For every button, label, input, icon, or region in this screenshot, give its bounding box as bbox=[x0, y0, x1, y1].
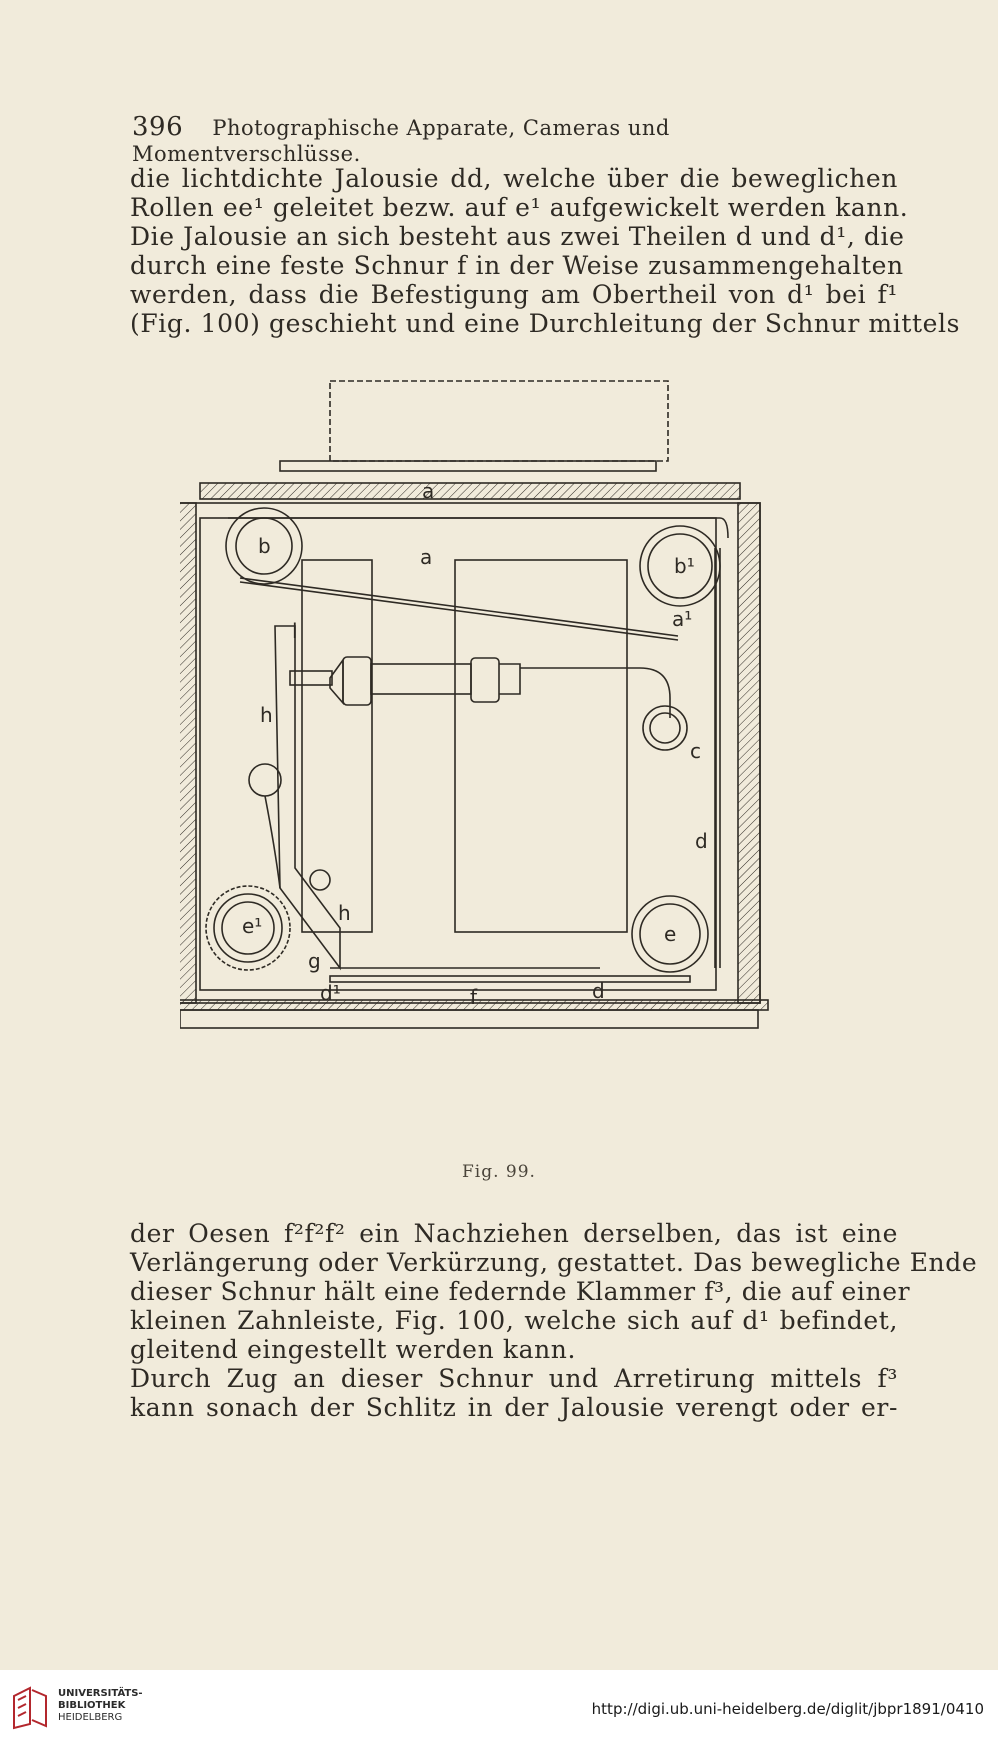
text-line: der Oesen f²f²f² ein Nachziehen derselben, das ist eine bbox=[130, 1219, 898, 1248]
footer-bar bbox=[0, 1670, 998, 1741]
lens-neck bbox=[499, 664, 520, 694]
label-d: d bbox=[695, 829, 708, 853]
label-a1: a¹ bbox=[672, 607, 693, 631]
paragraph-top bbox=[130, 164, 961, 338]
text-line: die lichtdichte Jalousie dd, welche über die beweglichen bbox=[130, 164, 898, 193]
label-a-top: a bbox=[422, 479, 435, 503]
label-l: l bbox=[292, 619, 298, 643]
label-b1: b¹ bbox=[674, 554, 695, 578]
cord-a bbox=[240, 578, 678, 636]
figure-caption: Fig. 99. bbox=[462, 1162, 536, 1182]
label-h: h bbox=[260, 703, 273, 727]
permalink-url[interactable]: http://digi.ub.uni-heidelberg.de/diglit/jbpr1891/0410 bbox=[591, 1700, 984, 1718]
screw bbox=[310, 870, 330, 890]
text-line: gleitend eingestellt werden kann. bbox=[130, 1335, 577, 1364]
label-d1-bottom: d¹ bbox=[320, 981, 341, 1005]
text-line: durch eine feste Schnur f in der Weise zusammengehalten bbox=[130, 251, 904, 280]
base-plate bbox=[180, 1010, 758, 1028]
label-h-lower: h bbox=[338, 901, 351, 925]
top-plate bbox=[280, 461, 656, 471]
institution-line: UNIVERSITÄTS- bbox=[58, 1688, 143, 1699]
page-header bbox=[132, 112, 862, 166]
label-c: c bbox=[690, 739, 701, 763]
text-line: dieser Schnur hält eine federnde Klammer f³, die auf einer bbox=[130, 1277, 911, 1306]
paragraph-bottom bbox=[130, 1219, 978, 1422]
label-e1: e¹ bbox=[242, 914, 263, 938]
shutter-slit bbox=[330, 976, 690, 982]
text-line: Die Jalousie an sich besteht aus zwei Theilen d und d¹, die bbox=[130, 222, 905, 251]
text-line: kann sonach der Schlitz in der Jalousie verengt oder er- bbox=[130, 1393, 898, 1422]
text-line: werden, dass die Befestigung am Obertheil von d¹ bei f¹ bbox=[130, 280, 898, 309]
left-plate bbox=[302, 560, 372, 932]
right-plate bbox=[455, 560, 627, 932]
text-line: kleinen Zahnleiste, Fig. 100, welche sich auf d¹ befindet, bbox=[130, 1306, 898, 1335]
cord-a-top bbox=[228, 518, 728, 538]
release-bulb-inner bbox=[650, 713, 680, 743]
label-f: f bbox=[470, 985, 478, 1009]
pneumatic-tube bbox=[520, 668, 670, 718]
figure-camera-shutter-diagram bbox=[180, 368, 860, 1148]
label-e: e bbox=[664, 922, 677, 946]
lens-board bbox=[330, 381, 668, 461]
text-line: Verlängerung oder Verkürzung, gestattet. Das bewegliche Ende bbox=[130, 1248, 978, 1277]
label-b: b bbox=[258, 534, 271, 558]
page-number: 396 bbox=[132, 112, 184, 142]
right-wall bbox=[738, 503, 760, 1003]
lever-joint bbox=[290, 671, 332, 685]
left-wall bbox=[180, 503, 196, 1003]
institution-line: HEIDELBERG bbox=[58, 1712, 123, 1723]
lens-ring bbox=[343, 657, 371, 705]
running-title: Photographische Apparate, Cameras und Momentverschlüsse. bbox=[132, 116, 670, 166]
lens-tube bbox=[371, 664, 471, 694]
cord-a-lower bbox=[240, 582, 678, 640]
text-line: Durch Zug an dieser Schnur und Arretirung mittels f³ bbox=[130, 1364, 898, 1393]
lever-knob bbox=[249, 764, 281, 796]
institution-name bbox=[58, 1688, 143, 1724]
text-line: (Fig. 100) geschieht und eine Durchleitung der Schnur mittels bbox=[130, 309, 961, 338]
label-a-mid: a bbox=[420, 545, 433, 569]
lens-collar bbox=[471, 658, 499, 702]
label-g: g bbox=[308, 949, 321, 973]
top-rail bbox=[200, 483, 740, 499]
text-line: Rollen ee¹ geleitet bezw. auf e¹ aufgewickelt werden kann. bbox=[130, 193, 909, 222]
library-logo-icon bbox=[10, 1684, 52, 1730]
institution-line: BIBLIOTHEK bbox=[58, 1700, 126, 1711]
label-d-bottom: d bbox=[592, 979, 605, 1003]
